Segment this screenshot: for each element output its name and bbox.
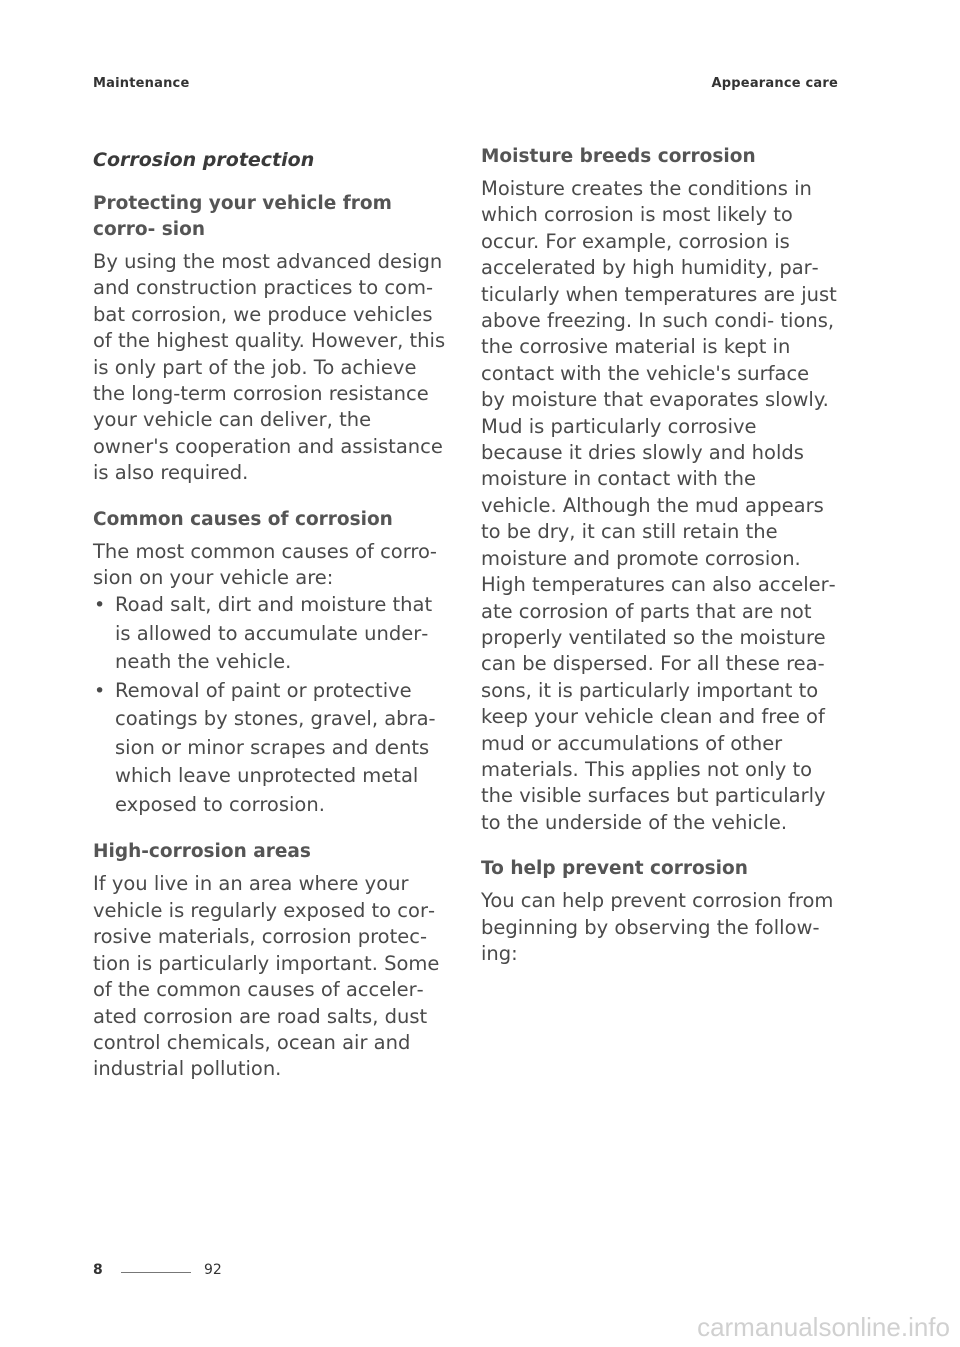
page-number: 92 bbox=[204, 1262, 222, 1278]
causes-list bbox=[93, 591, 449, 819]
subheading-prevent: To help prevent corrosion bbox=[481, 858, 748, 880]
list-item bbox=[93, 677, 449, 820]
list-item-text: Road salt, dirt and moisture that is allowed to accumulate under‐ neath the vehicle. bbox=[115, 593, 433, 674]
section-title: Corrosion protection bbox=[93, 149, 315, 171]
list-item-text: Removal of paint or protective coatings by stones, gravel, abra‐ sion or minor scrapes and dents which leave unprotected metal exposed to corrosion. bbox=[115, 678, 436, 816]
right-column bbox=[481, 144, 837, 967]
chapter-number: 8 bbox=[93, 1262, 103, 1278]
paragraph-prevent: You can help prevent corrosion from beginning by observing the follow‐ ing: bbox=[481, 889, 834, 965]
bullet-icon: • bbox=[94, 679, 106, 702]
list-item bbox=[93, 591, 449, 677]
paragraph-moisture: Moisture creates the conditions in which corrosion is most likely to occur. For example, corrosion is accelerated by high humidity, par‐ ticularly when temperatures are just above freezing. In such condi‐ tions, the corrosive material is kept in contact with the vehicle's surface by moisture that evaporates slowly. Mud is particularly corrosive because it dries slowly and holds moisture in contact with the vehicle. Although the mud appears to be dry, it can still retain the moisture and promote corrosion. High temperatures can also acceler‐ ate corrosion of parts that are not properly ventilated so the moisture can be dispersed. For all these rea‐ sons, it is particularly important to keep your vehicle clean and free of mud or accumulations of other materials. This applies not only to the visible surfaces but particularly to the underside of the vehicle. bbox=[481, 177, 837, 834]
watermark: carmanualsonline.info bbox=[697, 1312, 950, 1342]
paragraph-common-causes: The most common causes of corro‐ sion on your vehicle are: bbox=[93, 539, 437, 590]
subheading-moisture: Moisture breeds corrosion bbox=[481, 146, 756, 167]
subheading-high-corrosion: High-corrosion areas bbox=[93, 841, 311, 863]
paragraph-high-corrosion: If you live in an area where your vehicle is regularly exposed to cor‐ rosive materials, corrosion protec‐ tion is particularly important. Some of the common causes of acceler‐ ated corrosion are road salts, dust control chemicals, ocean air and industrial pollution. bbox=[93, 872, 440, 1081]
subheading-common-causes: Common causes of corrosion bbox=[93, 508, 393, 530]
paragraph-protecting: By using the most advanced design and construction practices to com‐ bat corrosion, we produce vehicles of the highest quality. However, this is only part of the job. To achieve the long-term corrosion resistance your vehicle can deliver, the owner's cooperation and assistance is also required. bbox=[93, 250, 446, 485]
footer-divider bbox=[121, 1272, 191, 1273]
left-column bbox=[93, 144, 449, 1083]
header-section-name: Maintenance bbox=[93, 76, 190, 91]
bullet-icon: • bbox=[94, 594, 106, 617]
subheading-protecting: Protecting your vehicle from corro‐ sion bbox=[93, 193, 392, 240]
header-topic-name: Appearance care bbox=[711, 76, 838, 91]
